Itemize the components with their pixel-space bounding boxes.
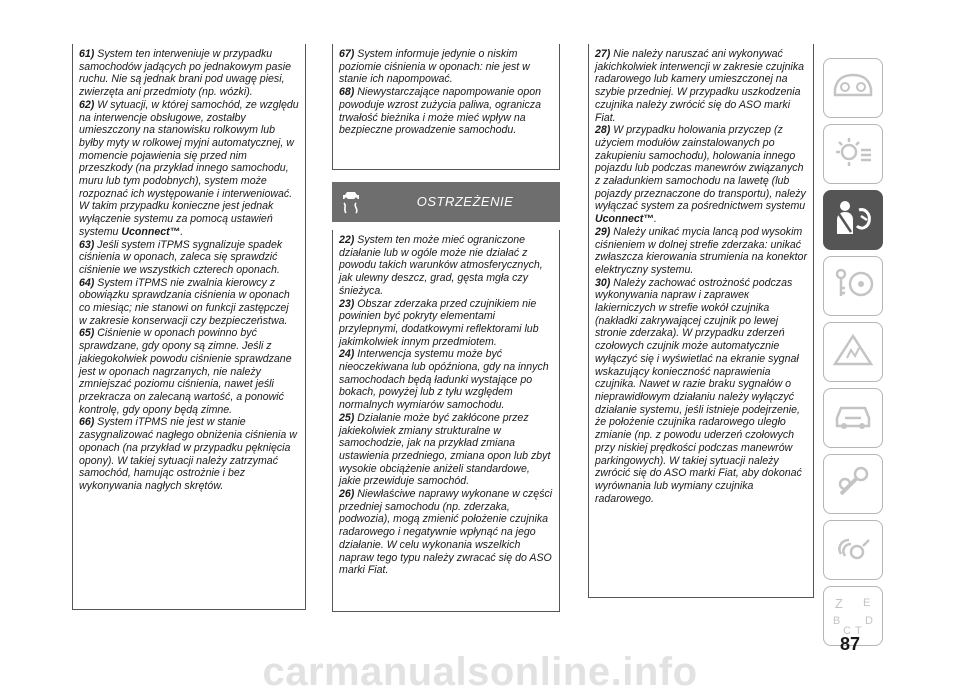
note-number: 62) — [79, 98, 95, 111]
index-letter: T — [855, 624, 862, 636]
note-text-end: . — [653, 213, 657, 226]
note-text: System iTPMS nie zwalnia kierowcy z obowiązku sprawdzania ciśnienia w oponach co miesiąc; nie stanowi on funkcji zastępczej w zakresie konserwacji czy bezpieczeństwa. — [79, 276, 290, 327]
note-text: Niewłaściwe naprawy wykonane w części przedniej samochodu (np. zderzaka, podwozia), mogą zmienić położenie czujnika radarowego i negatywnie wpłynąć na jego działanie. W celu wykonania wszelkich napraw tego typu należy zwracać się do ASO marki Fiat. — [339, 488, 553, 577]
note-number: 27) — [595, 48, 611, 60]
note-number: 67) — [339, 48, 355, 60]
multimedia-icon — [831, 530, 875, 571]
page-number: 87 — [840, 634, 861, 654]
note-number: 24) — [339, 348, 355, 361]
note-text: Należy zachować ostrożność podczas wykonywania napraw i zapraweк lakierniczych w strefie wokół czujnika (nakładki zakrywającej czujnik po lewej stronie zderzaka). W przypadku zderzeń czołowych czujnik może automatycznie wyłączyć się i wyświetlać na ekranie sygnał wskazujący konieczność naprawienia czujnika. Nawet w razie braku sygnałów o nieprawidłowym działaniu należy wyłączyć działanie systemu, jeśli istnieje podejrzenie, że położenie czujnika radarowego uległo zmianie (np. z powodu uderzeń czołowych przy niskiej prędkości podczas manewrów parkingowych). W takiej sytuacji należy zwrócić się do ASO marki Fiat, aby dokonać wyrównania lub wymiany czujnika radarowego. — [595, 276, 802, 505]
car-skid-icon — [332, 182, 370, 222]
note-item — [79, 416, 299, 492]
note-text-end: . — [180, 225, 184, 238]
note-number: 61) — [79, 48, 95, 60]
notes-column-1 — [72, 44, 306, 610]
note-item — [339, 234, 553, 298]
note-item — [79, 239, 299, 277]
key-steering-icon — [831, 266, 875, 307]
index-letter: E — [863, 596, 871, 609]
note-item — [79, 277, 299, 328]
car-dashboard-icon — [831, 69, 875, 108]
note-number: 30) — [595, 276, 611, 289]
notes-column-3 — [588, 44, 814, 598]
notes-column-2 — [332, 44, 560, 608]
note-number: 63) — [79, 238, 95, 251]
note-text: W sytuacji, w której samochód, ze względu na interwencje obsługowe, zostałby umieszczony na stanowisku rolkowym lub byłby myty w rolkowej myjni automatycznej, w momencie pojawienia się przed nim przeszkody (na przykład innego samochodu, muru lub tym podobnych), system może rozpoznać ich występowanie i interweniować. W takim przypadku konieczne jest jednak wyłączenie systemu za pomocą ustawień systemu — [79, 98, 299, 238]
tab-starting-driving[interactable] — [823, 256, 883, 316]
index-letter: D — [865, 614, 873, 627]
note-number: 28) — [595, 124, 611, 137]
brand-name: Uconnect™ — [121, 225, 181, 238]
note-item — [339, 348, 553, 412]
tab-maintenance[interactable] — [823, 388, 883, 448]
note-item — [339, 298, 553, 349]
brand-name: Uconnect™ — [595, 213, 654, 226]
note-number: 26) — [339, 488, 355, 501]
tab-lights[interactable] — [823, 124, 883, 184]
notes-list-1 — [79, 48, 299, 493]
note-item — [79, 99, 299, 239]
note-number: 66) — [79, 416, 95, 429]
note-item — [339, 48, 553, 86]
index-letter: C — [843, 624, 851, 636]
lights-icon — [831, 134, 875, 175]
note-text: Niewystarczające napompowanie opon powoduje wzrost zużycia paliwa, ogranicza trwałość bieżnika i może mieć wpływ na bezpieczne prowadzenie samochodu. — [339, 86, 541, 137]
note-number: 22) — [339, 234, 355, 246]
note-item — [595, 277, 807, 506]
warning-triangle-icon — [831, 332, 875, 373]
notes-list-2 — [332, 44, 560, 170]
note-number: 64) — [79, 276, 95, 289]
tab-emergency[interactable] — [823, 322, 883, 382]
tab-multimedia[interactable] — [823, 520, 883, 580]
index-letter: Z — [835, 595, 843, 611]
note-item — [595, 124, 807, 226]
note-number: 68) — [339, 86, 355, 99]
car-service-icon — [831, 398, 875, 439]
warning-header — [332, 182, 560, 222]
note-item — [339, 488, 553, 577]
watermark: carmanualsonline.info — [262, 650, 698, 694]
note-item — [79, 48, 299, 99]
tab-safety[interactable] — [823, 190, 883, 250]
note-number: 25) — [339, 411, 355, 424]
note-text: System informuje jedynie o niskim poziomie ciśnienia w oponach: nie jest w stanie ich napompować. — [339, 48, 530, 86]
note-text: System iTPMS nie jest w stanie zasygnalizować nagłego obniżenia ciśnienia w oponach (na przykład w przypadku pęknięcia opony). W takiej sytuacji należy zatrzymać samochód, hamując ostrożnie i bez wykonywania nagłych skrętów. — [79, 416, 297, 492]
note-number: 65) — [79, 327, 95, 340]
note-text: Działanie może być zakłócone przez jakiekolwiek zmiany strukturalne w samochodzie, jak na przykład zmiana ustawienia przedniego, zmiana opon lub zbyt wysokie obciążenie aniżeli standardowe, jakie przewiduje samochód. — [339, 411, 551, 488]
note-text: System ten może mieć ograniczone działanie lub w ogóle może nie działać z powodu takich warunków atmosferycznych, jak ulewny deszcz, grad, gęsta mgła czy śnieżyca. — [339, 234, 543, 297]
note-text: Nie należy naruszać ani wykonywać jakichkolwiek interwencji w zakresie czujnika radarowego lub kamery umieszczonej na szybie przedniej. W przypadku uszkodzenia czujnika należy zwrócić się do ASO marki Fiat. — [595, 48, 805, 124]
note-number: 23) — [339, 297, 355, 310]
tab-technical-data[interactable] — [823, 454, 883, 514]
note-text: Obszar zderzaka przed czujnikiem nie powinien być pokryty elementami przylepnymi, dodatkowymi reflektorami lub jakimkolwiek innym przedmiotem. — [339, 297, 539, 348]
index-letter: B — [833, 614, 841, 627]
warning-list — [332, 230, 560, 612]
note-text: W przypadku holowania przyczep (z użyciem modułów zainstalowanych po zakupieniu samochodu), holowania innego pojazdu lub podczas manewrów związanych z załadunkiem samochodu na lawetę (lub pojazdy przeznaczone do transportu), należy wyłączać system za pośrednictwem systemu — [595, 124, 806, 213]
notes-list-3 — [595, 48, 807, 505]
seatbelt-airbag-icon — [831, 198, 875, 243]
chapter-tabs — [823, 58, 883, 652]
note-item — [339, 412, 553, 488]
note-item — [79, 327, 299, 416]
note-item — [339, 86, 553, 137]
warning-title: OSTRZEŻENIE — [416, 193, 514, 209]
tab-car-dashboard[interactable] — [823, 58, 883, 118]
note-text: System ten interweniuje w przypadku samochodów jadących po jednakowym pasie ruchu. Nie są jednak brani pod uwagę piesi, zwierzęta ani przedmioty (np. wózki). — [79, 48, 291, 99]
note-number: 29) — [595, 225, 611, 238]
note-text: Ciśnienie w oponach powinno być sprawdzane, gdy opony są zimne. Jeśli z jakiegokolwiek powodu ciśnienie sprawdzane jest w oponach nagrzanych, nie należy zmniejszać poziomu ciśnienia, nawet jeśli przekracza on zalecaną wartość, a ponowić kontrolę, gdy opony będą zimne. — [79, 327, 292, 416]
note-text: Jeśli system iTPMS sygnalizuje spadek ciśnienia w oponach, zaleca się sprawdzić ciśnienie we wszystkich czterech oponach. — [79, 238, 283, 276]
note-text: Należy unikać mycia lancą pod wysokim ciśnieniem w dolnej strefie zderzaka: unikać zwłaszcza kierowania strumienia na konektor elektryczny systemu. — [595, 225, 807, 276]
note-text: Interwencja systemu może być nieoczekiwana lub opóźniona, gdy na innych samochodach będą ładunki wystające po bokach, powyżej lub z tyłu względem normalnych wymiarów samochodu. — [339, 348, 549, 412]
note-item — [595, 226, 807, 277]
note-item — [595, 48, 807, 124]
wrench-icon — [831, 464, 875, 505]
